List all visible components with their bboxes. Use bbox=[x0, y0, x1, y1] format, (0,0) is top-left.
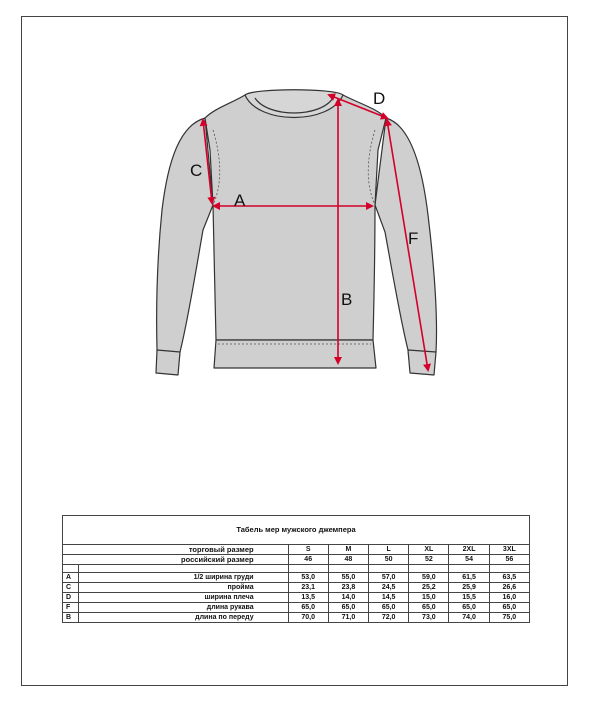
table-cell: 48 bbox=[328, 555, 368, 565]
table-cell: 65,0 bbox=[489, 603, 529, 613]
label-b: B bbox=[341, 290, 353, 309]
table-cell: 15,0 bbox=[409, 593, 449, 603]
table-row-trade-size bbox=[63, 545, 530, 555]
table-cell: 65,0 bbox=[288, 603, 328, 613]
table-cell: 16,0 bbox=[489, 593, 529, 603]
table-cell: 61,5 bbox=[449, 573, 489, 583]
table-row bbox=[63, 573, 530, 583]
row-label: пройма bbox=[79, 583, 289, 593]
table-cell: 57,0 bbox=[369, 573, 409, 583]
table-cell: 75,0 bbox=[489, 613, 529, 623]
table-cell: 14,0 bbox=[328, 593, 368, 603]
table-cell: 55,0 bbox=[328, 573, 368, 583]
table-cell: 63,5 bbox=[489, 573, 529, 583]
left-sleeve bbox=[157, 118, 213, 370]
table-cell: 52 bbox=[409, 555, 449, 565]
row-code: B bbox=[63, 613, 79, 623]
table-cell: 23,1 bbox=[288, 583, 328, 593]
row-code: C bbox=[63, 583, 79, 593]
table-cell: 3XL bbox=[489, 545, 529, 555]
table-cell: 65,0 bbox=[409, 603, 449, 613]
label-c: C bbox=[190, 161, 203, 180]
table-cell: 46 bbox=[288, 555, 328, 565]
table-cell: 25,2 bbox=[409, 583, 449, 593]
right-cuff bbox=[408, 350, 436, 375]
table-cell: 53,0 bbox=[288, 573, 328, 583]
table-cell: 26,6 bbox=[489, 583, 529, 593]
table-row bbox=[63, 613, 530, 623]
row-label: 1/2 ширина груди bbox=[79, 573, 289, 583]
row-code: D bbox=[63, 593, 79, 603]
row-code: A bbox=[63, 573, 79, 583]
table-cell: 56 bbox=[489, 555, 529, 565]
table-cell: 65,0 bbox=[449, 603, 489, 613]
table-cell: 13,5 bbox=[288, 593, 328, 603]
label-a: A bbox=[234, 191, 246, 210]
row-label: ширина плеча bbox=[79, 593, 289, 603]
label-d: D bbox=[373, 89, 386, 108]
row-label: длина по переду bbox=[79, 613, 289, 623]
header-label-russian-size: российский размер bbox=[63, 555, 289, 565]
table-cell: 14,5 bbox=[369, 593, 409, 603]
table-row bbox=[63, 593, 530, 603]
table-cell: 70,0 bbox=[288, 613, 328, 623]
size-table bbox=[62, 515, 530, 623]
table-cell: 2XL bbox=[449, 545, 489, 555]
table-cell: 74,0 bbox=[449, 613, 489, 623]
table-row bbox=[63, 603, 530, 613]
jumper-silhouette bbox=[156, 90, 437, 375]
label-f: F bbox=[408, 229, 419, 248]
right-sleeve bbox=[375, 118, 437, 370]
table-spacer-row bbox=[63, 565, 530, 573]
table-cell: 59,0 bbox=[409, 573, 449, 583]
table-cell: 54 bbox=[449, 555, 489, 565]
table-cell: 25,9 bbox=[449, 583, 489, 593]
table-cell: 65,0 bbox=[328, 603, 368, 613]
table-cell: 23,8 bbox=[328, 583, 368, 593]
table-cell: 72,0 bbox=[369, 613, 409, 623]
table-cell: 15,5 bbox=[449, 593, 489, 603]
row-label: длина рукава bbox=[79, 603, 289, 613]
table-cell: L bbox=[369, 545, 409, 555]
table-cell: 50 bbox=[369, 555, 409, 565]
table-cell: 73,0 bbox=[409, 613, 449, 623]
header-label-trade-size: торговый размер bbox=[63, 545, 289, 555]
table-row bbox=[63, 583, 530, 593]
jumper-body bbox=[205, 95, 386, 340]
table-cell: 71,0 bbox=[328, 613, 368, 623]
left-cuff bbox=[156, 350, 180, 375]
table-cell: S bbox=[288, 545, 328, 555]
table-cell: XL bbox=[409, 545, 449, 555]
table-title: Табель мер мужского джемпера bbox=[63, 516, 530, 545]
row-code: F bbox=[63, 603, 79, 613]
table-cell: 24,5 bbox=[369, 583, 409, 593]
table-row-russian-size bbox=[63, 555, 530, 565]
table-cell: M bbox=[328, 545, 368, 555]
table-cell: 65,0 bbox=[369, 603, 409, 613]
